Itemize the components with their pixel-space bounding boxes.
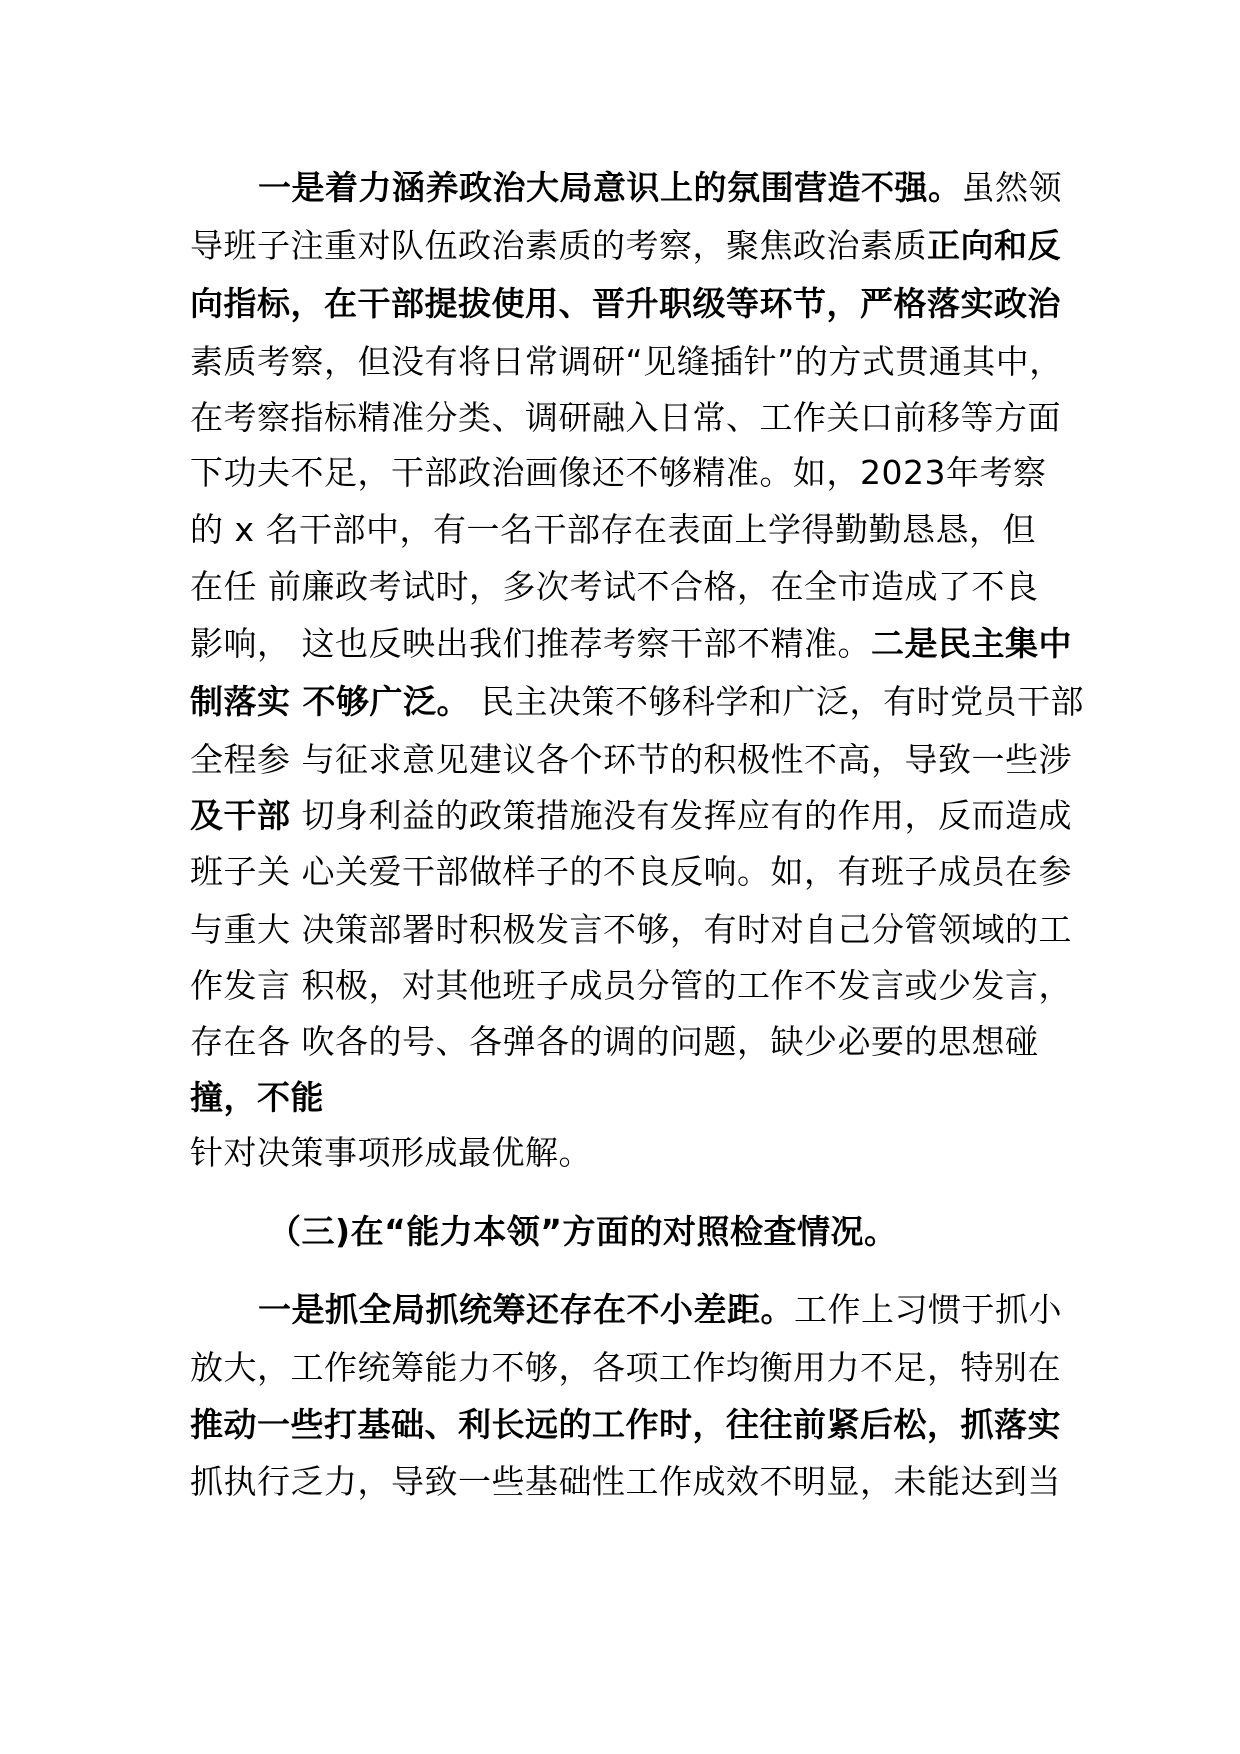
bold-text-run: 正向和反 [927,226,1061,265]
text-run: 抓执行乏力，导致一些基础性工作成效不明显，未能达到当 [190,1462,1061,1501]
text-run: 在考察指标精准分类、调研融入日常、工作关口前移等方面 [190,398,1061,437]
text-line [190,284,1061,324]
text-line [190,910,1072,950]
text-run: 放大，工作统筹能力不够，各项工作均衡用力不足，特别在 [190,1348,1061,1387]
text-run: 的 x 名干部中，有一名干部存在表面上学得勤勤恳恳，但 [190,510,1037,549]
text-run: 与重大 决策部署时积极发言不够，有时对自己分管领域的工 [190,910,1072,949]
text-line [190,966,1072,1006]
text-line [190,1462,1061,1502]
text-line [190,1348,1061,1388]
text-run: 在任 前廉政考试时，多次考试不合格，在全市造成了不良 [190,567,1039,606]
text-line [190,567,1039,607]
text-line [268,1212,897,1252]
bold-text-run: 向指标，在干部提拔使用、晋升职级等环节，严格落实政治 [190,284,1061,323]
text-line [190,682,1084,722]
text-run: 虽然领 [961,168,1062,207]
text-line [190,1078,324,1118]
text-run: 存在各 吹各的号、各弹各的调的问题，缺少必要的思想碰 [190,1022,1039,1061]
text-run: 导班子注重对队伍政治素质的考察，聚焦政治素质 [190,226,927,265]
text-line [190,1133,592,1173]
text-run: 下功夫不足，干部政治画像还不够精准。如，2023年考察 [190,453,1047,492]
bold-text-run: （三)在“能力本领”方面的对照检查情况。 [268,1212,898,1251]
text-line [258,1290,1062,1330]
text-line [190,624,1072,664]
bold-text-run: 一是抓全局抓统筹还存在不小差距。 [258,1290,794,1329]
text-line [190,1022,1039,1062]
text-run: 针对决策事项形成最优解。 [190,1133,592,1172]
text-run: 民主决策不够科学和广泛，有时党员干部 [470,682,1084,721]
bold-text-run: 撞，不能 [190,1078,324,1117]
text-line [190,1405,1061,1445]
text-run: 班子关 心关爱干部做样子的不良反响。如，有班子成员在参 [190,852,1072,891]
text-run: 全程参 与征求意见建议各个环节的积极性不高，导致一些涉 [190,740,1072,779]
bold-text-run: 推动一些打基础、利长远的工作时，往往前紧后松，抓落实 [190,1405,1061,1444]
text-line [190,510,1036,550]
text-line [190,398,1061,438]
text-run: 切身利益的政策措施没有发挥应有的作用，反而造成 [290,796,1072,835]
text-run: 作发言 积极，对其他班子成员分管的工作不发言或少发言， [190,966,1072,1005]
text-line [190,226,1061,266]
text-run: 影响， 这也反映出我们推荐考察干部不精准。 [190,624,871,663]
text-line [258,168,1062,208]
text-line [190,453,1046,493]
text-line [190,796,1072,836]
bold-text-run: 制落实 不够广泛。 [190,682,470,721]
text-run: 素质考察，但没有将日常调研“见缝插针”的方式贯通其中， [190,342,1063,381]
text-line [190,342,1063,382]
text-line [190,740,1072,780]
text-line [190,852,1072,892]
text-run: 工作上习惯于抓小 [794,1290,1062,1329]
bold-text-run: 及干部 [190,796,291,835]
bold-text-run: 一是着力涵养政治大局意识上的氛围营造不强。 [258,168,962,207]
bold-text-run: 二是民主集中 [871,624,1072,663]
